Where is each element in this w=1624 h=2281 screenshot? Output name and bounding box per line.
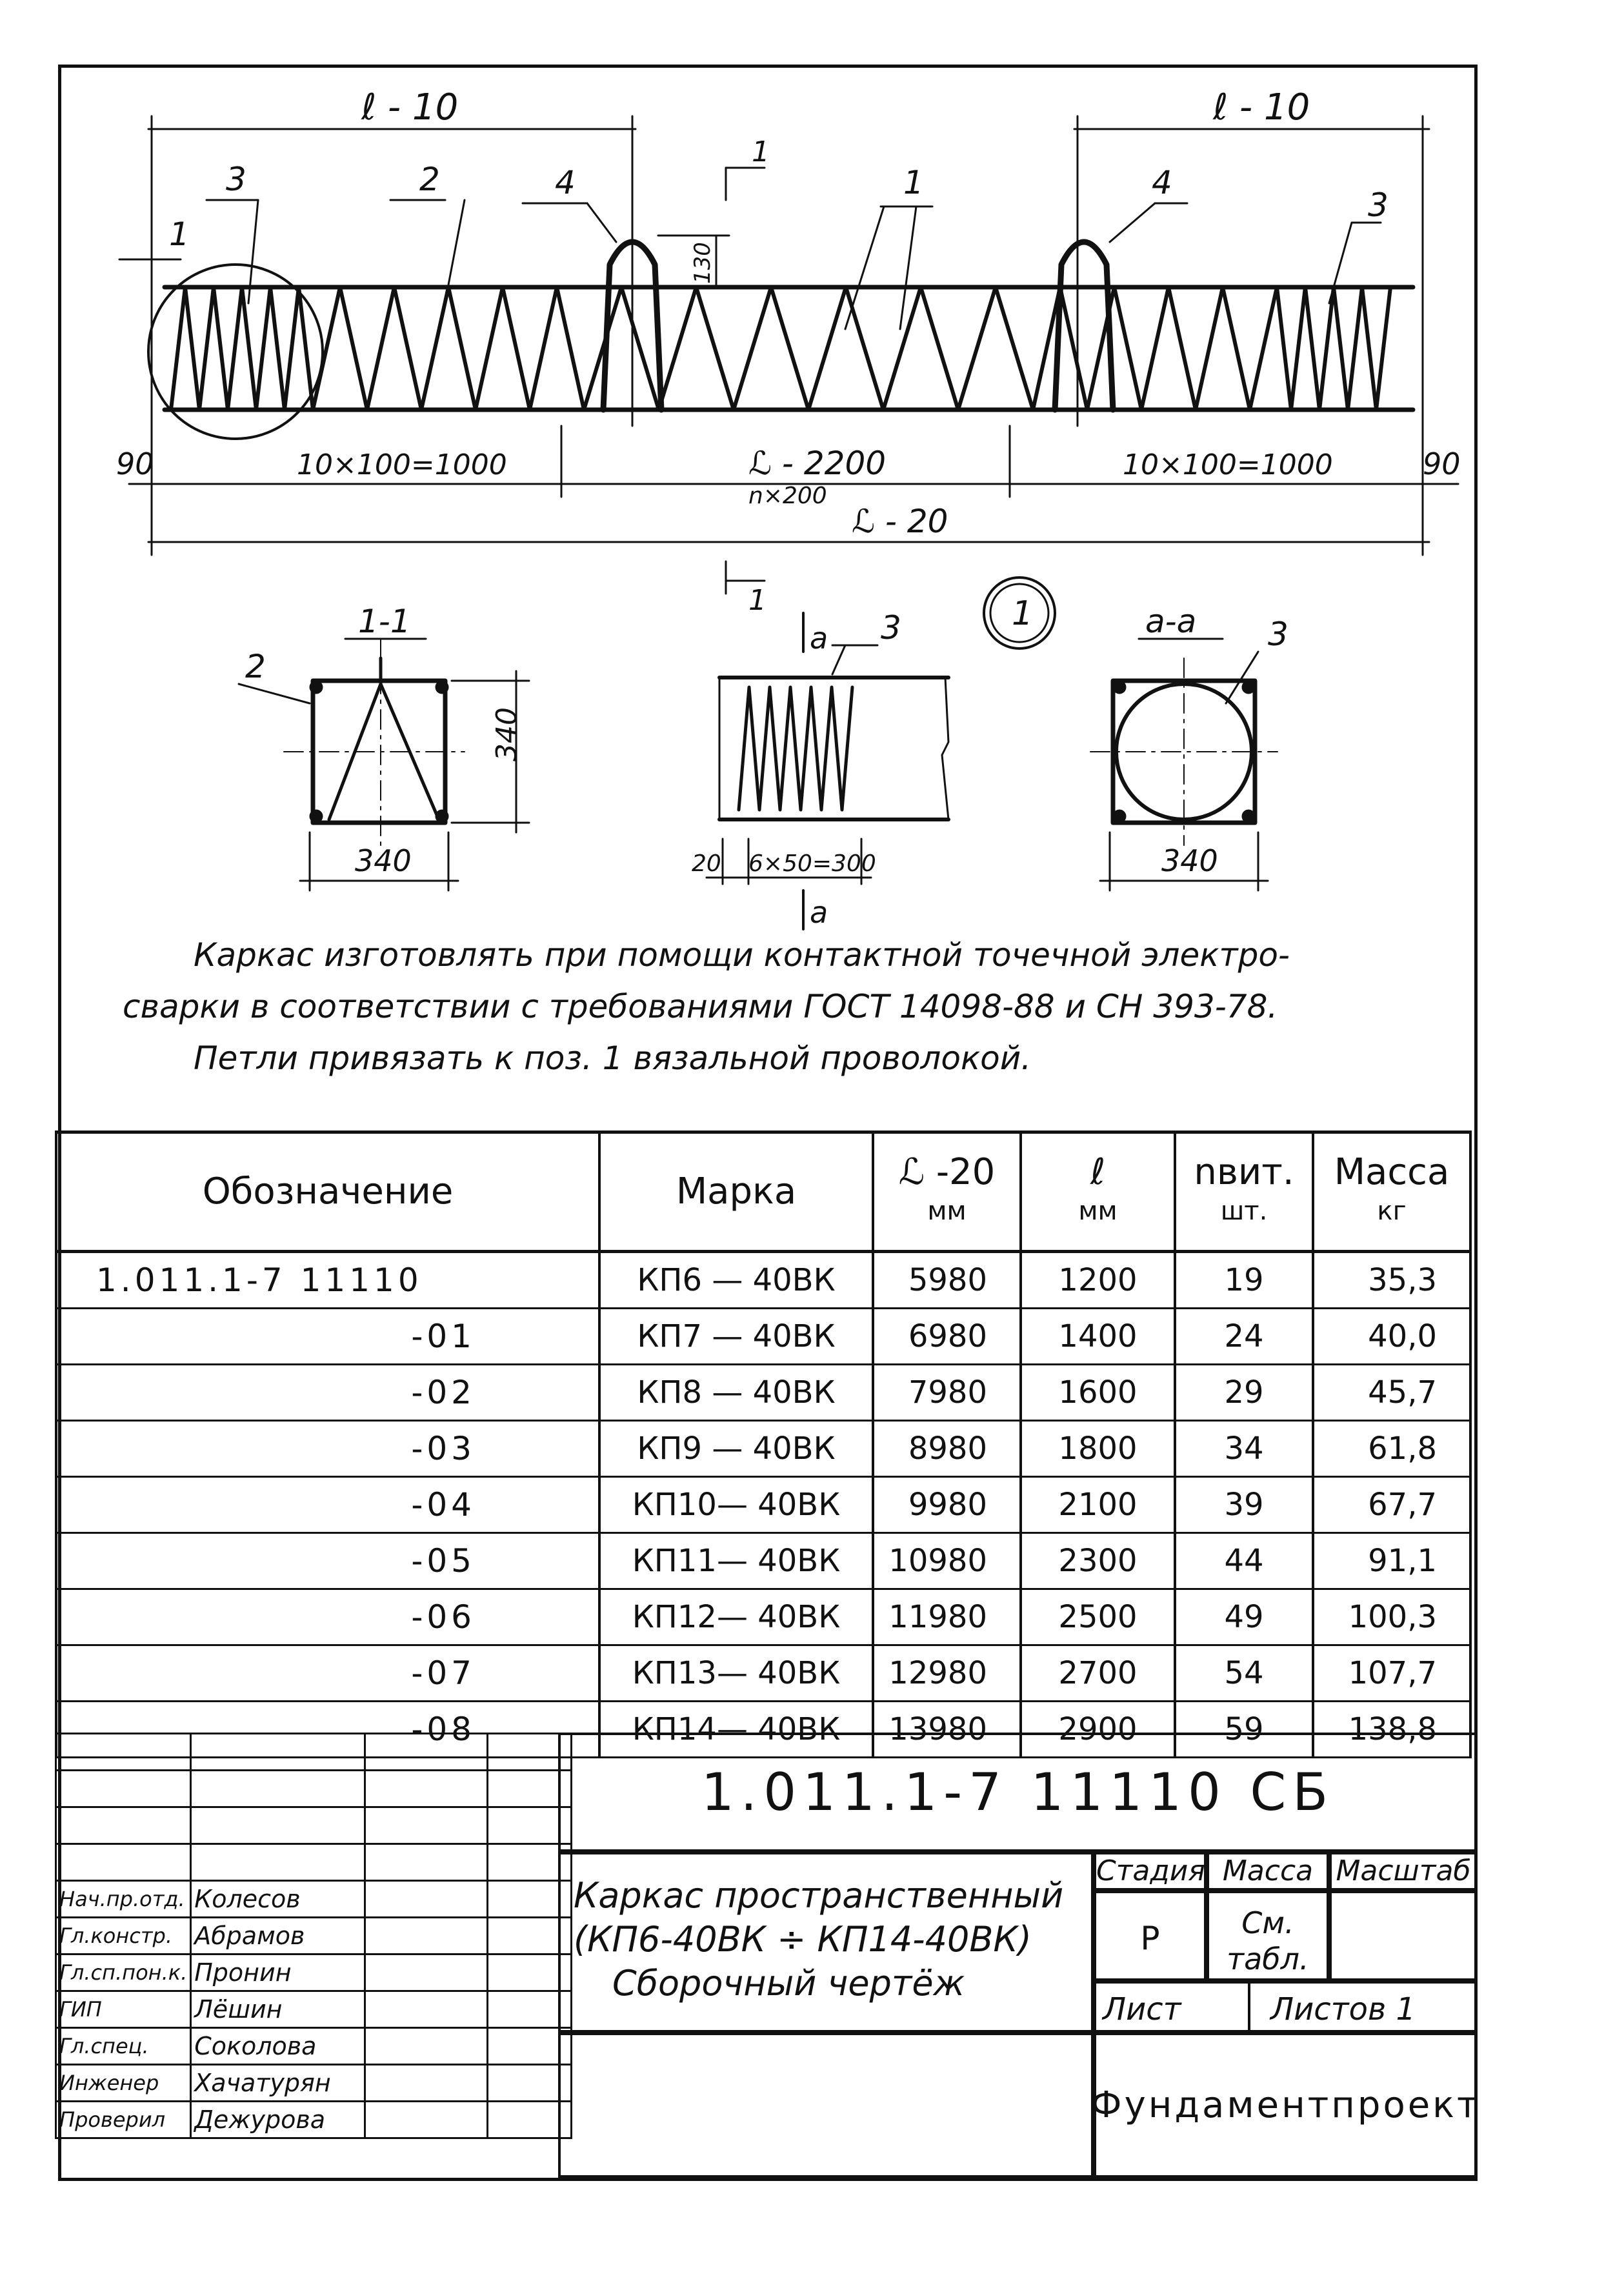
section-11-callout: 2 xyxy=(245,648,266,685)
blank-cell xyxy=(558,2033,1094,2178)
section-aa-title: a-a xyxy=(1145,603,1197,640)
spec-cell-length: 5980 xyxy=(873,1252,1021,1309)
spec-cell-mark: КП9 — 40ВК xyxy=(599,1421,873,1477)
spec-cell-l: 1400 xyxy=(1021,1309,1175,1365)
col-l: ℓ мм xyxy=(1021,1132,1175,1252)
signature-row xyxy=(56,2028,572,2065)
spec-cell-mark: КП7 — 40ВК xyxy=(599,1309,873,1365)
spec-cell-l: 2500 xyxy=(1021,1589,1175,1645)
detail-label: 1 xyxy=(1012,594,1034,633)
dim-right-span: 10×100=1000 xyxy=(1123,448,1333,481)
section-11-height: 340 xyxy=(490,707,523,761)
blank-signature-row xyxy=(56,1734,572,1771)
signature-name: Абрамов xyxy=(191,1918,365,1954)
dim-right-l: ℓ - 10 xyxy=(1213,86,1310,128)
spec-cell-designation: -07 xyxy=(56,1645,599,1702)
signature-row xyxy=(56,1881,572,1918)
detail-cut-bottom: a xyxy=(810,895,828,930)
blank-signature-row xyxy=(56,1771,572,1807)
spec-cell-mark: КП14— 40ВК xyxy=(599,1702,873,1758)
spec-row xyxy=(56,1533,1470,1589)
spec-cell-l: 2900 xyxy=(1021,1702,1175,1758)
sheet-row xyxy=(1094,1981,1478,2033)
stage-label: Стадия xyxy=(1094,1852,1207,1891)
spec-cell-l: 1600 xyxy=(1021,1365,1175,1421)
dim-lines xyxy=(119,116,1458,594)
spec-cell-n: 44 xyxy=(1175,1533,1313,1589)
note-line-2: сварки в соответствии с требованиями ГОСТ 14098-88 и СН 393-78. xyxy=(123,988,1278,1025)
spec-cell-n: 24 xyxy=(1175,1309,1313,1365)
spec-row xyxy=(56,1309,1470,1365)
signature-row xyxy=(56,2065,572,2102)
scale-label: Масштаб xyxy=(1329,1852,1478,1891)
blank-signature-row xyxy=(56,1844,572,1881)
signature-sign xyxy=(365,2102,488,2138)
signature-row xyxy=(56,1991,572,2028)
spec-cell-l: 2700 xyxy=(1021,1645,1175,1702)
spec-cell-n: 29 xyxy=(1175,1365,1313,1421)
spec-cell-length: 7980 xyxy=(873,1365,1021,1421)
section-11-title: 1-1 xyxy=(358,603,411,640)
spec-cell-n: 34 xyxy=(1175,1421,1313,1477)
callout-4b: 4 xyxy=(1152,164,1172,201)
spec-row xyxy=(56,1421,1470,1477)
specification-table xyxy=(55,1130,1472,1758)
spec-cell-designation: -03 xyxy=(56,1421,599,1477)
spec-cell-designation: -08 xyxy=(56,1702,599,1758)
mass-label: Масса xyxy=(1207,1852,1329,1891)
signature-name: Дежурова xyxy=(191,2102,365,2138)
spec-cell-mass: 100,3 xyxy=(1313,1589,1470,1645)
signature-row xyxy=(56,2102,572,2138)
signature-name: Лёшин xyxy=(191,1991,365,2028)
title-line-1: Каркас пространственный xyxy=(574,1875,1064,1916)
mass-value: См. табл. xyxy=(1207,1891,1329,1981)
spec-cell-designation: -01 xyxy=(56,1309,599,1365)
callout-4a: 4 xyxy=(555,164,576,201)
signature-role: Проверил xyxy=(56,2102,191,2138)
spec-cell-mark: КП10— 40ВК xyxy=(599,1477,873,1533)
signature-role: Гл.констр. xyxy=(56,1918,191,1954)
col-length: ℒ -20 мм xyxy=(873,1132,1021,1252)
spec-cell-designation: -05 xyxy=(56,1533,599,1589)
callout-1b: 1 xyxy=(903,164,924,201)
title-line-2: (КП6-40ВК ÷ КП14-40ВК) xyxy=(574,1919,1032,1960)
dim-left-l: ℓ - 10 xyxy=(361,86,459,128)
spec-row xyxy=(56,1477,1470,1533)
spec-cell-mass: 45,7 xyxy=(1313,1365,1470,1421)
document-code: 1.011.1-7 11110 СБ xyxy=(558,1733,1478,1852)
spec-cell-n: 59 xyxy=(1175,1702,1313,1758)
dim-left-span: 10×100=1000 xyxy=(297,448,507,481)
detail-cut-top: a xyxy=(810,621,828,656)
dim-loop-height: 130 xyxy=(690,242,716,284)
spec-header-row xyxy=(56,1132,1470,1252)
section-aa-callout: 3 xyxy=(1268,616,1288,653)
spec-cell-designation: 1.011.1-7 11110 xyxy=(56,1252,599,1309)
spec-cell-length: 8980 xyxy=(873,1421,1021,1477)
spec-cell-l: 1200 xyxy=(1021,1252,1175,1309)
spec-cell-mass: 107,7 xyxy=(1313,1645,1470,1702)
general-notes xyxy=(123,929,1465,1084)
spec-cell-mass: 138,8 xyxy=(1313,1702,1470,1758)
spiral-rod xyxy=(171,287,1390,410)
signature-name: Пронин xyxy=(191,1954,365,1991)
spec-cell-l: 2300 xyxy=(1021,1533,1175,1589)
signature-sign xyxy=(365,1918,488,1954)
signature-role: Нач.пр.отд. xyxy=(56,1881,191,1918)
detail-pitch: 6×50=300 xyxy=(748,850,876,877)
spec-cell-mark: КП12— 40ВК xyxy=(599,1589,873,1645)
spec-cell-mark: КП6 — 40ВК xyxy=(599,1252,873,1309)
col-n: nвит. шт. xyxy=(1175,1132,1313,1252)
callout-3b: 3 xyxy=(1368,186,1388,224)
stage-value: Р xyxy=(1094,1891,1207,1981)
signature-role: ГИП xyxy=(56,1991,191,2028)
signature-sign xyxy=(365,2065,488,2102)
spec-cell-designation: -02 xyxy=(56,1365,599,1421)
signature-row xyxy=(56,1954,572,1991)
spec-cell-mass: 91,1 xyxy=(1313,1533,1470,1589)
spiral-rod-line xyxy=(171,287,1390,410)
signature-role: Гл.сп.пон.к. xyxy=(56,1954,191,1991)
spec-cell-length: 12980 xyxy=(873,1645,1021,1702)
signature-sign xyxy=(365,1991,488,2028)
spec-cell-designation: -06 xyxy=(56,1589,599,1645)
callout-3a: 3 xyxy=(226,161,246,198)
spec-cell-mark: КП8 — 40ВК xyxy=(599,1365,873,1421)
spec-cell-length: 10980 xyxy=(873,1533,1021,1589)
signature-grid xyxy=(55,1733,572,2139)
title-block xyxy=(55,1733,1481,2178)
dim-left-edge: 90 xyxy=(116,447,154,481)
section-mark-top: 1 xyxy=(752,136,770,168)
dim-right-edge: 90 xyxy=(1423,447,1461,481)
signature-sign xyxy=(365,1881,488,1918)
sheet-label: Лист xyxy=(1103,1991,1181,2027)
title-line-3: Сборочный чертёж xyxy=(612,1963,965,2004)
dim-mid-sub: n×200 xyxy=(748,483,827,509)
note-line-1: Каркас изготовлять при помощи контактной точечной электро- xyxy=(194,936,1290,974)
spec-cell-length: 9980 xyxy=(873,1477,1021,1533)
detail-spiral-line xyxy=(739,687,852,810)
spec-cell-mass: 67,7 xyxy=(1313,1477,1470,1533)
signature-role: Гл.спец. xyxy=(56,2028,191,2065)
document-title xyxy=(558,1852,1094,2033)
dim-total: ℒ - 20 xyxy=(852,503,948,540)
scale-value xyxy=(1329,1891,1478,1981)
detail-callout: 3 xyxy=(881,609,901,647)
spec-row xyxy=(56,1365,1470,1421)
spec-row xyxy=(56,1589,1470,1645)
spec-row xyxy=(56,1645,1470,1702)
spec-cell-mass: 35,3 xyxy=(1313,1252,1470,1309)
spec-cell-length: 13980 xyxy=(873,1702,1021,1758)
spec-cell-mark: КП11— 40ВК xyxy=(599,1533,873,1589)
spec-cell-mass: 61,8 xyxy=(1313,1421,1470,1477)
spec-cell-designation: -04 xyxy=(56,1477,599,1533)
detail-left-dim: 20 xyxy=(692,850,721,877)
spec-row xyxy=(56,1252,1470,1309)
note-line-3: Петли привязать к поз. 1 вязальной проволокой. xyxy=(194,1040,1032,1077)
spec-cell-l: 1800 xyxy=(1021,1421,1175,1477)
blank-signature-row xyxy=(56,1807,572,1844)
organization: Фундаментпроект xyxy=(1094,2033,1478,2178)
col-designation: Обозначение xyxy=(56,1132,599,1252)
col-mark: Марка xyxy=(599,1132,873,1252)
spec-cell-n: 54 xyxy=(1175,1645,1313,1702)
spec-cell-mass: 40,0 xyxy=(1313,1309,1470,1365)
spec-cell-l: 2100 xyxy=(1021,1477,1175,1533)
spec-cell-n: 49 xyxy=(1175,1589,1313,1645)
dim-mid-span: ℒ - 2200 xyxy=(748,445,887,482)
spec-cell-mark: КП13— 40ВК xyxy=(599,1645,873,1702)
section-11-width: 340 xyxy=(355,843,412,878)
signature-row xyxy=(56,1918,572,1954)
signature-sign xyxy=(365,2028,488,2065)
spec-cell-length: 6980 xyxy=(873,1309,1021,1365)
signature-name: Соколова xyxy=(191,2028,365,2065)
spec-cell-n: 19 xyxy=(1175,1252,1313,1309)
section-mark-bottom: 1 xyxy=(748,584,767,617)
callout-1a: 1 xyxy=(169,216,190,253)
spec-cell-n: 39 xyxy=(1175,1477,1313,1533)
signature-role: Инженер xyxy=(56,2065,191,2102)
col-mass: Масса кг xyxy=(1313,1132,1470,1252)
section-aa-width: 340 xyxy=(1161,843,1218,878)
signature-sign xyxy=(365,1954,488,1991)
callout-2: 2 xyxy=(419,161,440,198)
sheets-label: Листов 1 xyxy=(1270,1991,1416,2027)
spec-cell-length: 11980 xyxy=(873,1589,1021,1645)
signature-name: Колесов xyxy=(191,1881,365,1918)
signature-name: Хачатурян xyxy=(191,2065,365,2102)
